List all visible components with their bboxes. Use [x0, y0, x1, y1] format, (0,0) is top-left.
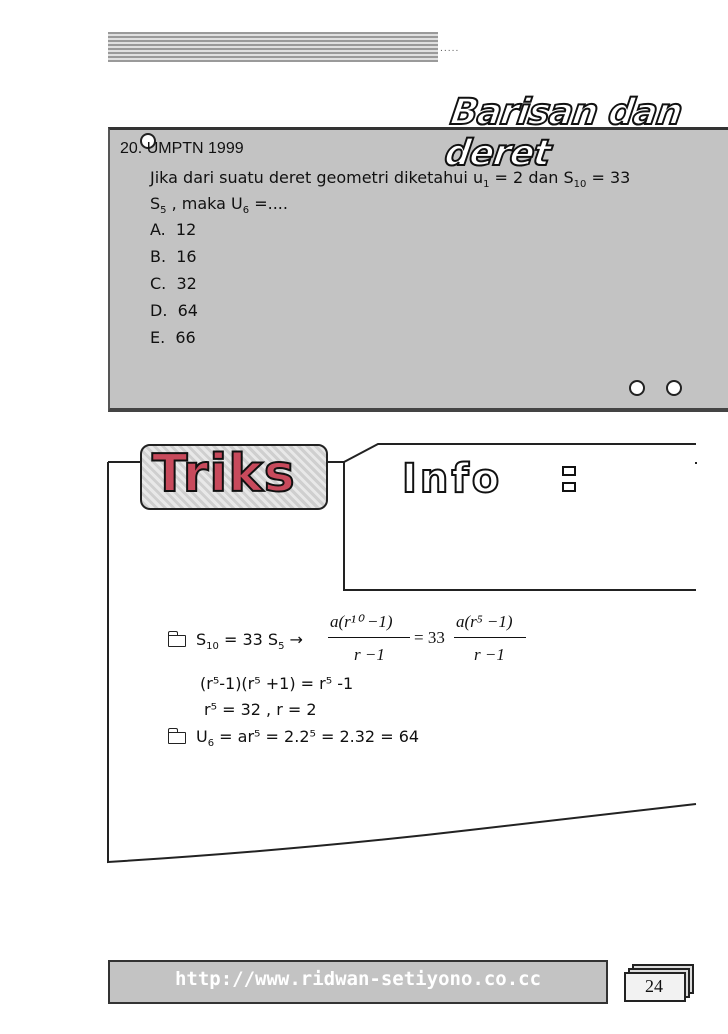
fraction-2-numerator: a(r⁵ −1) [456, 612, 513, 631]
option-d: D. 64 [150, 301, 198, 320]
solution-step-1: $S_{10} = 33$ $S_5$ → [168, 630, 303, 652]
question-stem-line1: Jika dari suatu deret geometri diketahui $u_1 = 2$ dan $S_{10} = 33$ [150, 168, 631, 191]
option-b: B. 16 [150, 247, 197, 266]
info-colon-icon [562, 466, 576, 496]
header-dots: ..... [440, 44, 460, 54]
folder-icon [168, 635, 186, 647]
fraction-1-numerator: a(r¹⁰ −1) [330, 612, 393, 631]
info-title: Info [402, 456, 503, 502]
option-c: C. 32 [150, 274, 197, 293]
solution-step-2: (r⁵-1)(r⁵ +1) = r⁵ -1 [200, 674, 354, 693]
option-a: A. 12 [150, 220, 197, 239]
option-e: E. 66 [150, 328, 196, 347]
question-stem-line2: $S_5$ , maka $U_6$ =.... [150, 194, 288, 217]
fraction-1-denominator: r −1 [354, 645, 385, 664]
footer-url: http://www.ridwan-setiyono.co.cc [174, 968, 542, 990]
fraction-2-denominator: r −1 [474, 645, 505, 664]
solution-step-3: r⁵ = 32 , r = 2 [204, 700, 317, 719]
tricks-badge-label: Triks [152, 444, 296, 504]
question-number-title: 20. UMPTN 1999 [120, 140, 244, 157]
folder-icon [168, 732, 186, 744]
solution-step-4: $U_6 = ar^5 = 2.2^5 = 2.32 = 64$ [168, 727, 419, 749]
fraction-1-bar [328, 637, 410, 638]
chapter-banner: Barisan dan deret [442, 92, 685, 174]
fraction-equals: = 33 [414, 628, 445, 647]
fraction-2-bar [454, 637, 526, 638]
page-number: 24 [645, 976, 663, 996]
